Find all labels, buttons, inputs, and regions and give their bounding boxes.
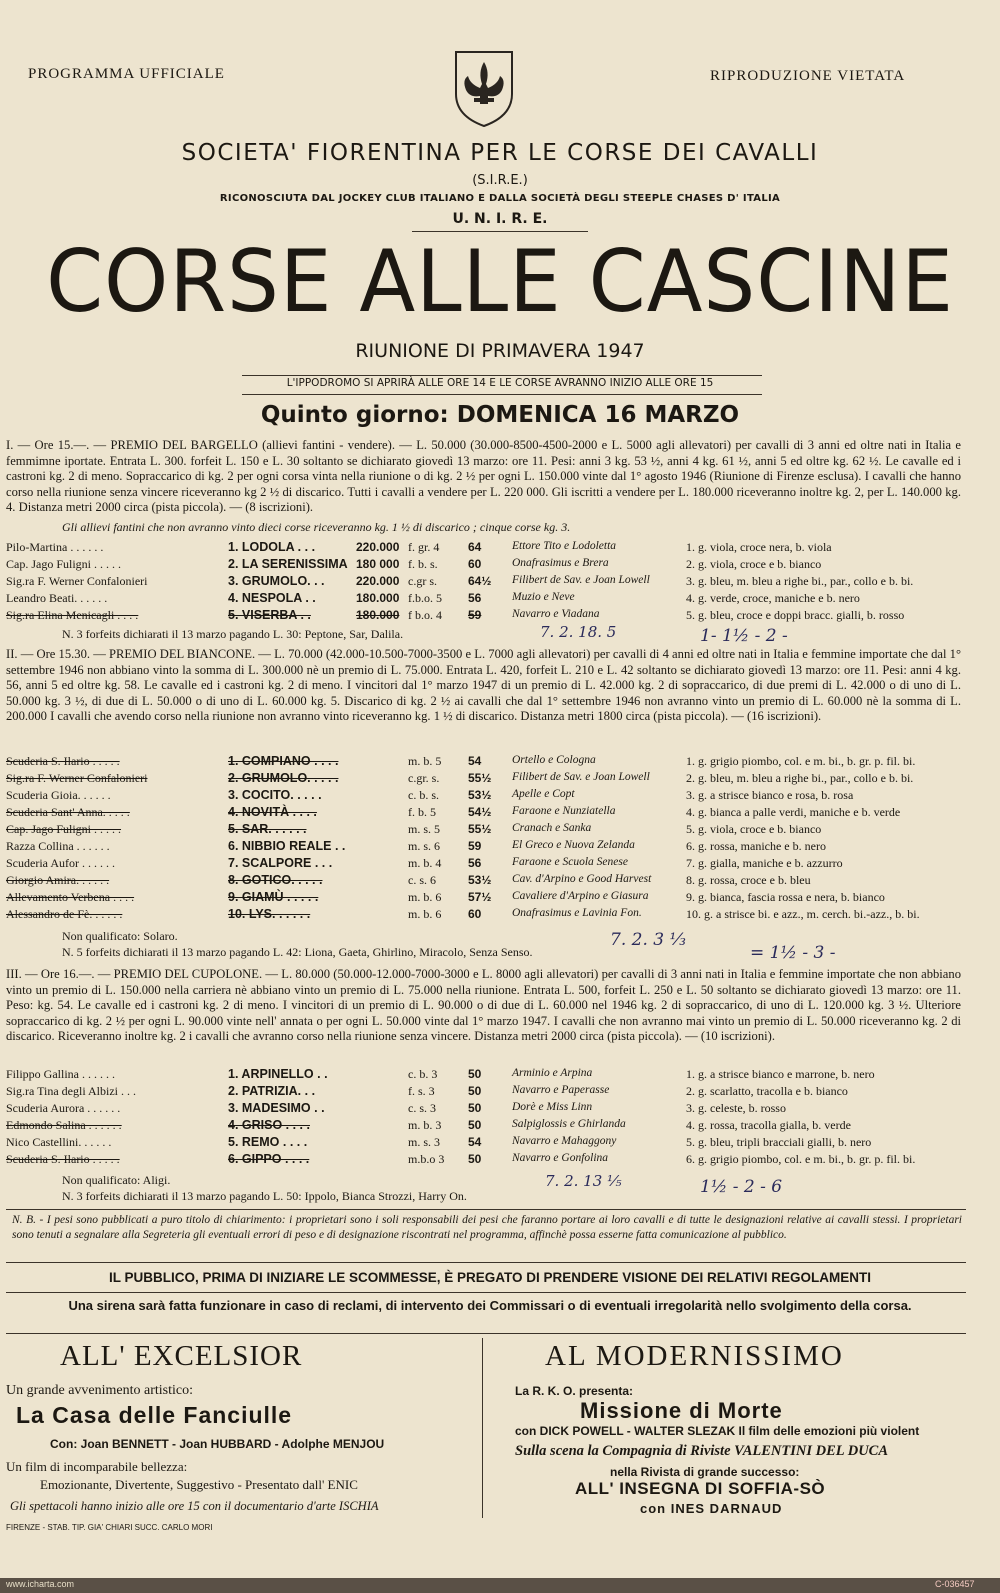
printer-credit: FIRENZE - STAB. TIP. GIA' CHIARI SUCC. CARLO MORI: [6, 1523, 213, 1532]
ads-rule: [6, 1333, 966, 1334]
left-header-label: PROGRAMMA UFFICIALE: [28, 66, 225, 82]
race-3-entry: Sig.ra Tina degli Albizi . . . 2. PATRIZIA. . . f. s. 3 50 Navarro e Paperasse 2. g. scarlatto, tracolla e b. bianco: [6, 1084, 848, 1098]
race-2-entry-struck: Alessandro de Fè. . . . . . 10. LYS. . . . . . m. b. 6 60 Onafrasimus e Lavinia Fon. 10. g. a strisce bi. e azz., m. cerch. bi.-azz., b. bi.: [6, 907, 920, 921]
race-3-entry: Filippo Gallina . . . . . . 1. ARPINELLO . . c. b. 3 50 Arminio e Arpina 1. g. a strisce bianco e marrone, b. nero: [6, 1067, 875, 1081]
meeting-subtitle: RIUNIONE DI PRIMAVERA 1947: [355, 340, 645, 362]
public-notice: IL PUBBLICO, PRIMA DI INIZIARE LE SCOMMESSE, È PREGATO DI PRENDERE VISIONE DEI RELATIVI REGOLAMENTI: [108, 1270, 872, 1285]
race-2-nonqualified: Non qualificato: Solaro.: [62, 929, 178, 943]
nb-rule-top: [6, 1209, 966, 1210]
excelsior-line: Un grande avvenimento artistico:: [6, 1383, 193, 1398]
modernissimo-film-title: Missione di Morte: [580, 1398, 783, 1423]
modernissimo-line: con INES DARNAUD: [640, 1501, 783, 1516]
opening-rule-bottom: [242, 394, 762, 395]
race-3-entry-struck: Scuderia S. Ilario . . . . . 6. GIPPO . . . . m.b.o 3 50 Navarro e Gonfolina 6. g. grigio piombo, col. e m. bi., b. gr. p. fil. bi.: [6, 1152, 916, 1166]
modernissimo-line: nella Rivista di grande successo:: [610, 1465, 800, 1479]
ads-divider: [482, 1338, 483, 1518]
excelsior-title: ALL' EXCELSIOR: [60, 1340, 303, 1372]
race-2-entry: Razza Collina . . . . . . 6. NIBBIO REALE . . m. s. 6 59 El Greco e Nuova Zelanda 6. g. rossa, maniche e b. nero: [6, 839, 826, 853]
main-title: CORSE ALLE CASCINE: [46, 232, 954, 332]
modernissimo-line: Sulla scena la Compagnia di Riviste VALENTINI DEL DUCA: [515, 1443, 889, 1459]
race-3-forfeits: N. 3 forfeits dichiarati il 13 marzo pagando L. 50: Ippolo, Bianca Strozzi, Harry On.: [62, 1189, 467, 1203]
handwritten-note: 1- 1½ - 2 -: [700, 626, 788, 646]
race-1-entry: Cap. Jago Fuligni . . . . . 2. LA SERENISSIMA 180 000 f. b. s. 60 Onafrasimus e Brera 2. g. viola, croce e b. bianco: [6, 557, 822, 571]
handwritten-note: = 1½ - 3 -: [750, 943, 836, 963]
modernissimo-line: La R. K. O. presenta:: [515, 1384, 634, 1398]
right-header-label: RIPRODUZIONE VIETATA: [710, 68, 906, 84]
race-2-entry-struck: Cap. Jago Fuligni . . . . . 5. SAR. . . . . . m. s. 5 55½ Cranach e Sanka 5. g. viola, croce e b. bianco: [6, 822, 822, 836]
race-2-entry-struck: Giorgio Amira. . . . . . 8. GOTICO. . . . . c. s. 6 53½ Cav. d'Arpino e Good Harvest 8. g. rossa, croce e b. bleu: [6, 873, 811, 887]
race-2-forfeits: N. 5 forfeits dichiarati il 13 marzo pagando L. 42: Liona, Gaeta, Ghirlino, Miracolo, Senza Senso.: [62, 945, 533, 959]
modernissimo-cast: con DICK POWELL - WALTER SLEZAK Il film delle emozioni più violent: [515, 1424, 920, 1438]
race-day: Quinto giorno: DOMENICA 16 MARZO: [260, 402, 740, 428]
excelsior-line: Gli spettacoli hanno inizio alle ore 15 con il documentario d'arte ISCHIA: [10, 1499, 379, 1513]
excelsior-cast: Con: Joan BENNETT - Joan HUBBARD - Adolphe MENJOU: [50, 1437, 385, 1451]
handwritten-note: 7. 2. 13 ⅕: [545, 1172, 622, 1190]
race-1-entry: Leandro Beati. . . . . . 4. NESPOLA . . 180.000 f.b.o. 5 56 Muzio e Neve 4. g. verde, croce, maniche e b. nero: [6, 591, 860, 605]
race-2-entry-struck: Sig.ra F. Werner Confalonieri 2. GRUMOLO. . . . . c.gr. s. 55½ Filibert de Sav. e Joan Lowell 2. g. bleu, m. bleu a righe bi., par., collo e b. bi.: [6, 771, 914, 785]
race-2-entry: Scuderia Gioia. . . . . . 3. COCITO. . . . . c. b. s. 53½ Apelle e Copt 3. g. a strisce bianco e rosa, b. rosa: [6, 788, 854, 802]
race-1-subnote: Gli allievi fantini che non avranno vinto dieci corse riceveranno kg. 1 ½ di discarico ; cinque corse kg. 3.: [62, 520, 571, 534]
opening-rule-top: [242, 375, 762, 376]
race-2-entry: Scuderia Aufor . . . . . . 7. SCALPORE . . . m. b. 4 56 Faraone e Scuola Senese 7. g. gialla, maniche e b. azzurro: [6, 856, 843, 870]
handwritten-note: 7. 2. 3 ⅓: [610, 930, 686, 950]
race-1-entry: Pilo-Martina . . . . . . 1. LODOLA . . . 220.000 f. gr. 4 64 Ettore Tito e Lodoletta 1. g. viola, croce nera, b. viola: [6, 540, 832, 554]
society-name: SOCIETA' FIORENTINA PER LE CORSE DEI CAVALLI: [181, 140, 819, 166]
race-2-entry-struck: Scuderia S. Ilario . . . . . 1. COMPIANO . . . . m. b. 5 54 Ortello e Cologna 1. g. grigio piombo, col. e m. bi., b. gr. p. fil. bi.: [6, 754, 916, 768]
recognition-line: RICONOSCIUTA DAL JOCKEY CLUB ITALIANO E DALLA SOCIETÀ DEGLI STEEPLE CHASES D' ITALIA: [219, 193, 781, 204]
race-3-entry: Scuderia Aurora . . . . . . 3. MADESIMO . . c. s. 3 50 Dorè e Miss Linn 3. g. celeste, b. rosso: [6, 1101, 786, 1115]
modernissimo-title: AL MODERNISSIMO: [545, 1340, 844, 1372]
nb-rule-bottom: [6, 1262, 966, 1263]
catalog-code: C-036457: [935, 1579, 975, 1589]
race-3-entry: Nico Castellini. . . . . . 5. REMO . . . . m. s. 3 54 Navarro e Mahaggony 5. g. bleu, tripli bracciali gialli, b. nero: [6, 1135, 872, 1149]
modernissimo-show: ALL' INSEGNA DI SOFFIA-SÒ: [575, 1479, 826, 1498]
excelsior-film-title: La Casa delle Fanciulle: [16, 1402, 293, 1428]
race-2-entry-struck: Allevamento Verbena . . . . 9. GIAMÙ . . . . . m. b. 6 57½ Cavaliere d'Arpino e Giasura 9. g. bianca, fascia rossa e nera, b. bianco: [6, 890, 885, 904]
society-abbrev: (S.I.R.E.): [472, 173, 528, 188]
unire-label: U. N. I. R. E.: [452, 211, 548, 227]
fleur-de-lis-crest-icon: [452, 48, 516, 128]
opening-notice: L'IPPODROMO SI APRIRÀ ALLE ORE 14 E LE CORSE AVRANNO INIZIO ALLE ORE 15: [286, 377, 714, 389]
race-1-forfeits: N. 3 forfeits dichiarati il 13 marzo pagando L. 30: Peptone, Sar, Dalila.: [62, 627, 404, 641]
excelsior-line: Emozionante, Divertente, Suggestivo - Presentato dall' ENIC: [40, 1477, 358, 1492]
race-1-entry-struck: Sig.ra Elina Menicagli . . . . 5. VISERBA . . 180.000 f b.o. 4 59 Navarro e Viadana 5. g. bleu, croce e doppi bracc. gialli, b. rosso: [6, 608, 905, 622]
nb-notice: N. B. - I pesi sono pubblicati a puro titolo di chiarimento: i proprietari sono i soli responsabili dei pesi che faranno portare ai loro cavalli e di tutte le designazioni relative ai cavalli stessi. I proprietari sono tenuti a segnalare alla Segreteria gli eventuali errori di peso e di designazione riscontrati nel programma, affinchè possa esserne fatta comunicazione al pubblico.: [12, 1214, 962, 1241]
race-2-conditions: II. — Ore 15.30. — PREMIO DEL BIANCONE. — L. 70.000 (42.000-10.500-7000-3500 e L. 7000 agli allevatori) per cavalli di 4 anni ed oltre nati in Italia e femmine importate che dal 1° settembre 1946 non abbiano vinto la somma di L. 300.000 nè un premio di L. 75.000. Entrata L. 420, forfeit L. 210 e L. 42 soltanto se dichiarato giovedì 13 marzo: ore 11. Pesi: anni 4 kg. 56, anni 5 ed oltre kg. 58. Le cavalle ed i castroni kg. 2 di meno. I vincitori dal 1° marzo 1947 di un premio di L. 42.000 kg. 2 di sopraccarico, di due premi di L. 42.000 o di uno di L. 50.000 kg. 3 ½, di due di L. 50.000 o di uno di L. 60.000 kg. 5. Discarico di kg. 2 ½ ai cavalli che dal 1° settembre 1946 non avranno vinto un premio di L. 60.000 nè la somma di L. 200.000 I cavalli che avendo corso nella riunione non avranno vinto riceveranno kg. 1 ½ di discarico. Distanza metri 1800 circa (pista piccola). — (16 iscrizioni).: [6, 647, 961, 723]
race-3-nonqualified: Non qualificato: Aligi.: [62, 1173, 171, 1187]
race-1-entry: Sig.ra F. Werner Confalonieri 3. GRUMOLO. . . 220.000 c.gr s. 64½ Filibert de Sav. e Joan Lowell 3. g. bleu, m. bleu a righe bi., par., collo e b. bi.: [6, 574, 914, 588]
watermark-bar: [0, 1578, 1000, 1593]
race-2-entry-struck: Scuderia Sant' Anna. . . . . 4. NOVITÀ . . . . f. b. 5 54½ Faraone e Nunziatella 4. g. bianca a palle verdi, maniche e b. verde: [6, 805, 901, 819]
race-3-conditions: III. — Ore 16.—. — PREMIO DEL CUPOLONE. — L. 80.000 (50.000-12.000-7000-3000 e L. 8000 agli allevatori) per cavalli di 3 anni nati in Italia e femmine importate che non abbiano vinto un premio di L. 150.000 nella carriera nè abbiano vinto un premio di L. 75.000 nella riunione. Entrata L. 500, forfeit L. 250 e L. 50 soltanto se dichiarato giovedì 13 marzo: ore 11. Peso: kg. 54. Le cavalle ed i castroni kg. 2 di meno. I vincitori di un premio di L. 90.000 o di due di L. 60.000 nel 1946 kg. 2 di sopraccarico, di uno di L. 120.000 kg. 3 ½. Ulteriore sopraccarico di kg. 2 ½ per ogni L. 90.000 vinte nell' annata o per ogni L. 50.000 vinte dal 1° marzo 1947. I cavalli che non avranno mai vinto un premio di L. 50.000 riceveranno kg. 2 di discarico. Riceveranno inoltre kg. 2 i cavalli che avranno corso nella riunione senza vincere. Distanza metri 2000 circa (pista piccola). — (10 iscrizioni).: [6, 967, 961, 1043]
race-1-conditions: I. — Ore 15.—. — PREMIO DEL BARGELLO (allievi fantini - vendere). — L. 50.000 (30.000-8500-4500-2000 e L. 5000 agli allevatori) per cavalli di 3 anni ed oltre nati in Italia e femmimne iportate. Entrata L. 300. forfeit L. 150 e L. 30 soltanto se dichiarato giovedì 13 marzo: ore 11. Pesi: anni 3 kg. 53 ½, anni 4 kg. 61 ½, anni 5 ed oltre kg. 62 ½. Le cavalle ed i castroni kg. 2 di meno. Sopraccarico di kg. 2 per ogni corsa vinta nella riunione o di kg. 2 ½ per ogni L. 150.000 vinte dal 1° agosto 1946 (Riunione di Firenze esclusa). I cavalli che hanno corso nella riunione senza vincere riceveranno kg 2 ½ di discarico. Tutti i cavalli a vendere per L. 220 000. Gli iscritti a vendere per L. 180.000 riceveranno inoltre kg. 2, per L. 140.000 kg. 4. Distanza metri 2000 circa (pista piccola). — (8 iscrizioni).: [6, 438, 961, 514]
handwritten-note: 7. 2. 18. 5: [540, 623, 617, 641]
watermark-url: www.icharta.com: [6, 1579, 75, 1589]
race-3-entry-struck: Edmondo Salina . . . . . . 4. GRISO . . . . m. b. 3 50 Salpiglossis e Ghirlanda 4. g. rossa, tracolla gialla, b. verde: [6, 1118, 851, 1132]
public-notice-rule: [6, 1292, 966, 1293]
handwritten-note: 1½ - 2 - 6: [700, 1177, 783, 1197]
siren-notice: Una sirena sarà fatta funzionare in caso di reclami, di intervento dei Commissari o di eventuali irregolarità nello svolgimento della corsa.: [68, 1298, 912, 1313]
excelsior-line: Un film di incomparabile bellezza:: [6, 1459, 188, 1474]
